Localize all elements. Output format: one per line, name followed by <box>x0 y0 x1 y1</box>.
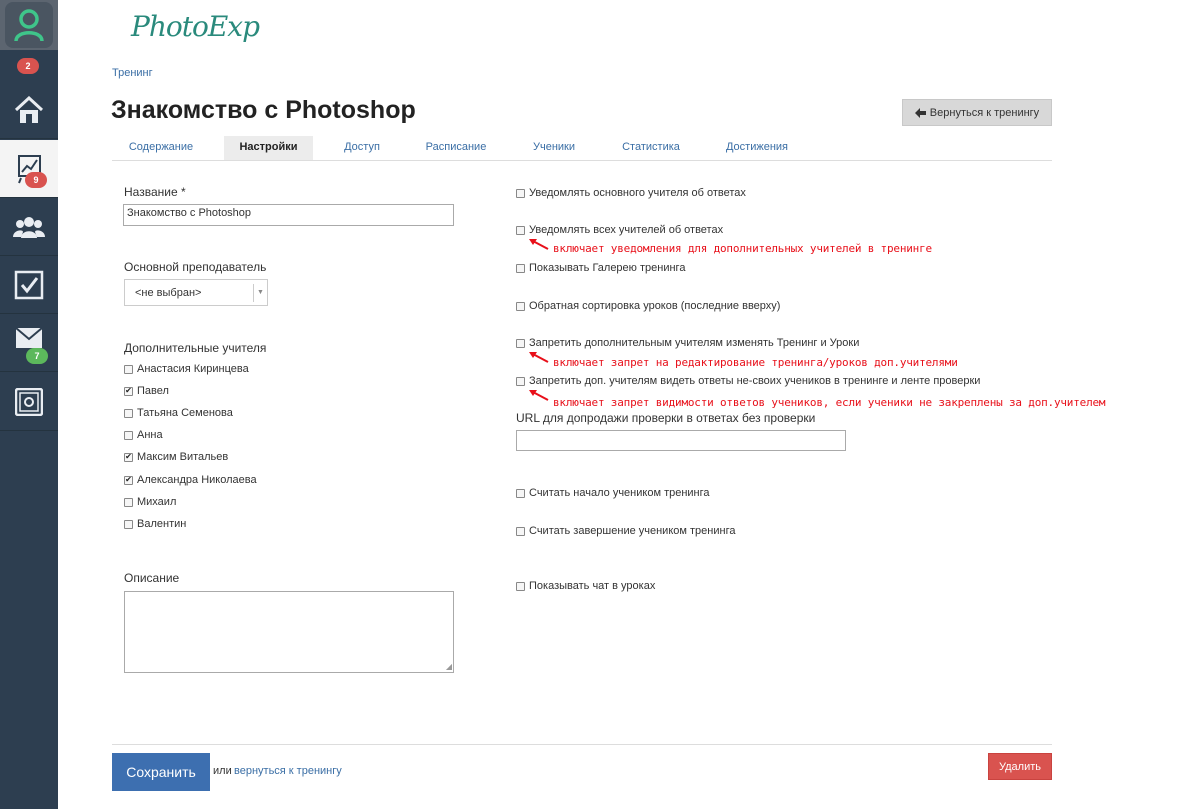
sidebar-item-messages[interactable] <box>0 314 58 372</box>
teacher-name: Александра Николаева <box>137 474 257 486</box>
description-label: Описание <box>124 571 180 585</box>
sidebar <box>0 0 58 809</box>
option-notify-all-teachers[interactable] <box>516 223 723 237</box>
option-checkbox[interactable] <box>516 527 525 536</box>
teacher-item[interactable] <box>124 406 233 420</box>
option-forbid-viewing[interactable] <box>516 374 980 388</box>
name-input[interactable]: Знакомство с Photoshop <box>123 204 454 226</box>
delete-button[interactable]: Удалить <box>988 753 1052 780</box>
sidebar-item-tasks[interactable] <box>0 256 58 314</box>
teacher-name: Анастасия Киринцева <box>137 363 249 375</box>
sidebar-item-home[interactable] <box>0 81 58 139</box>
option-checkbox[interactable] <box>516 489 525 498</box>
home-icon <box>14 96 44 124</box>
trainings-badge: 9 <box>25 172 47 188</box>
option-checkbox[interactable] <box>516 189 525 198</box>
option-checkbox[interactable] <box>516 339 525 348</box>
sidebar-item-trainings[interactable] <box>0 140 58 198</box>
url-input[interactable] <box>516 430 846 451</box>
tab-achievements[interactable]: Достижения <box>725 141 789 153</box>
teacher-item[interactable] <box>124 495 176 509</box>
teacher-checkbox[interactable] <box>124 498 133 507</box>
annotation-arrow-icon <box>528 237 550 251</box>
back-to-training-button[interactable] <box>902 99 1052 126</box>
page-title: Знакомство с Photoshop <box>111 96 416 124</box>
users-icon <box>13 215 45 239</box>
option-notify-main-teacher[interactable] <box>516 186 746 200</box>
option-checkbox[interactable] <box>516 264 525 273</box>
tabs-bar <box>112 136 1052 161</box>
option-label: Считать завершение учеником тренинга <box>529 525 736 537</box>
teacher-item[interactable] <box>124 384 169 398</box>
teacher-name: Татьяна Семенова <box>137 407 233 419</box>
teacher-checkbox[interactable]: ✔ <box>125 475 132 484</box>
teacher-item[interactable] <box>124 450 228 464</box>
user-avatar-icon <box>5 2 53 48</box>
option-checkbox[interactable] <box>516 226 525 235</box>
messages-badge: 7 <box>26 348 48 364</box>
description-textarea[interactable] <box>124 591 454 673</box>
checkbox-icon <box>14 270 44 300</box>
breadcrumb-training[interactable]: Тренинг <box>112 67 153 79</box>
url-label: URL для допродажи проверки в ответах без проверки <box>516 411 816 425</box>
tab-settings[interactable]: Настройки <box>224 136 313 160</box>
option-label: Уведомлять всех учителей об ответах <box>529 224 724 236</box>
option-checkbox[interactable] <box>516 302 525 311</box>
tab-statistics[interactable]: Статистика <box>622 141 680 153</box>
annotation-arrow-icon <box>528 388 550 402</box>
teacher-name: Максим Витальев <box>137 451 229 463</box>
annotation-notify-extra-teachers: включает уведомления для дополнительных учителей в тренинге <box>553 242 932 255</box>
option-label: Запретить доп. учителям видеть ответы не-своих учеников в тренинге и ленте проверки <box>529 375 981 387</box>
notifications-badge: 2 <box>17 58 39 74</box>
or-text: или <box>213 765 232 777</box>
teacher-checkbox[interactable] <box>124 431 133 440</box>
chevron-down-icon: ▼ <box>253 284 267 302</box>
option-label: Уведомлять основного учителя об ответах <box>529 187 746 199</box>
teacher-checkbox[interactable]: ✔ <box>125 386 132 395</box>
arrow-left-icon <box>915 108 926 118</box>
option-label: Обратная сортировка уроков (последние вверху) <box>529 300 781 312</box>
tab-students[interactable]: Ученики <box>532 141 575 153</box>
option-label: Показывать Галерею тренинга <box>529 262 686 274</box>
teacher-name: Анна <box>137 429 163 441</box>
option-label: Показывать чат в уроках <box>529 580 656 592</box>
teacher-checkbox[interactable] <box>124 520 133 529</box>
teacher-item[interactable] <box>124 473 257 487</box>
option-count-finish[interactable] <box>516 524 735 538</box>
option-show-gallery[interactable] <box>516 261 685 275</box>
tab-access[interactable]: Доступ <box>344 141 380 153</box>
teacher-name: Валентин <box>137 518 187 530</box>
option-checkbox[interactable] <box>516 377 525 386</box>
teacher-checkbox[interactable]: ✔ <box>125 452 132 461</box>
teacher-name: Михаил <box>137 496 177 508</box>
return-to-training-link[interactable]: вернуться к тренингу <box>234 765 342 777</box>
teacher-checkbox[interactable] <box>124 365 133 374</box>
safe-icon <box>15 388 43 416</box>
annotation-arrow-icon <box>528 350 550 364</box>
save-button[interactable]: Сохранить <box>112 753 210 791</box>
option-checkbox[interactable] <box>516 582 525 591</box>
footer-divider <box>112 744 1052 745</box>
main-teacher-value: <не выбран> <box>135 287 202 299</box>
name-label: Название * <box>124 185 186 199</box>
tab-content[interactable]: Содержание <box>128 141 194 153</box>
teacher-item[interactable] <box>124 428 163 442</box>
option-forbid-editing[interactable] <box>516 336 859 350</box>
main-teacher-label: Основной преподаватель <box>124 260 267 274</box>
option-label: Запретить дополнительным учителям изменять Тренинг и Уроки <box>529 337 860 349</box>
app-logo: PhotoExp <box>131 10 259 43</box>
option-count-start[interactable] <box>516 486 710 500</box>
main-teacher-select[interactable] <box>124 279 268 306</box>
annotation-forbid-viewing: включает запрет видимости ответов учеников, если ученики не закреплены за доп.учителем <box>553 396 1106 409</box>
mail-icon <box>15 327 43 349</box>
teacher-item[interactable] <box>124 362 249 376</box>
teacher-item[interactable] <box>124 517 186 531</box>
sidebar-item-users[interactable] <box>0 198 58 256</box>
tab-schedule[interactable]: Расписание <box>425 141 487 153</box>
teacher-name: Павел <box>137 385 169 397</box>
back-button-label: Вернуться к тренингу <box>929 106 1040 119</box>
option-show-chat[interactable] <box>516 579 655 593</box>
option-reverse-sort[interactable] <box>516 299 780 313</box>
annotation-forbid-editing: включает запрет на редактирование тренинга/уроков доп.учителями <box>553 356 958 369</box>
profile-button[interactable] <box>0 0 58 50</box>
teacher-checkbox[interactable] <box>124 409 133 418</box>
sidebar-item-safe[interactable] <box>0 373 58 431</box>
resize-grip-icon[interactable]: ◢ <box>445 662 452 671</box>
option-label: Считать начало учеником тренинга <box>529 487 710 499</box>
extra-teachers-label: Дополнительные учителя <box>124 341 267 355</box>
